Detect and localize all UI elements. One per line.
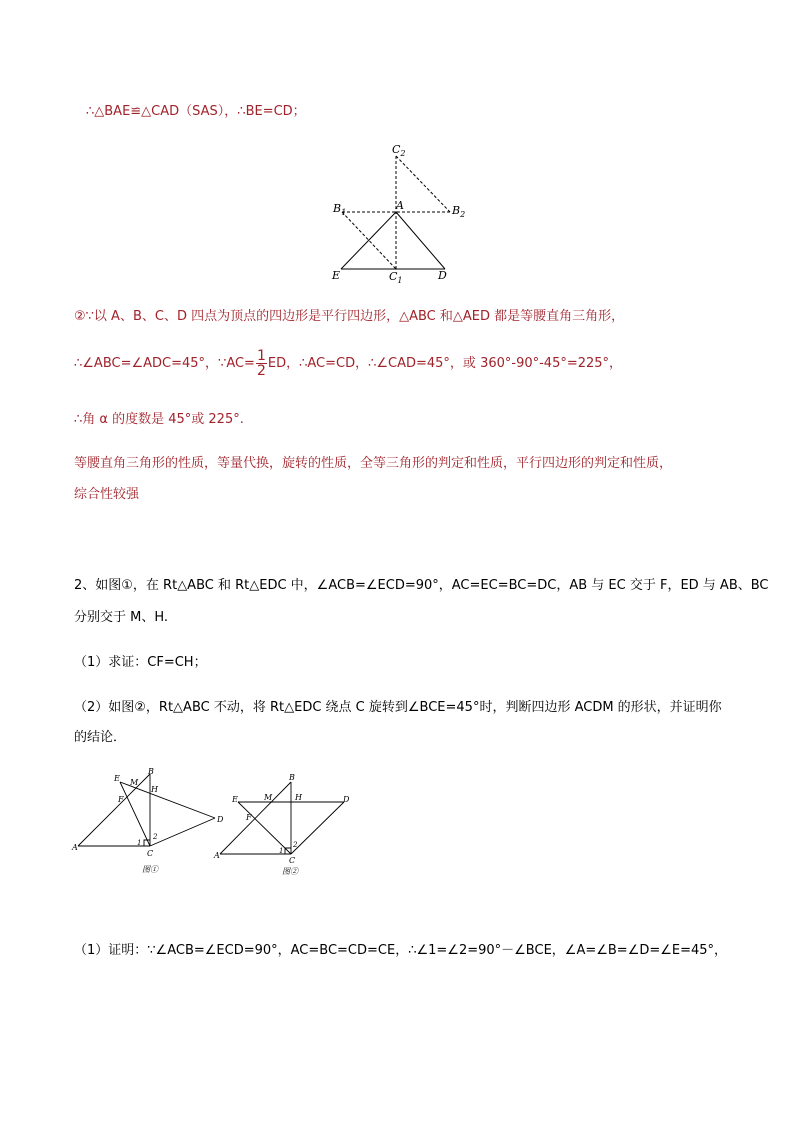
- fraction-numerator: 1: [256, 348, 266, 364]
- fig1-label-c: C: [147, 849, 154, 858]
- problem2-stem-line-2: 分别交于 M、H.: [74, 610, 169, 625]
- fig2-label-f: F: [246, 813, 252, 822]
- problem2-stem-line-1: 2、如图①，在 Rt△ABC 和 Rt△EDC 中，∠ACB=∠ECD=90°，AC=EC=BC=DC，AB 与 EC 交于 F，ED 与 AB、BC: [74, 578, 769, 593]
- label-c1: $C_1$: [389, 270, 403, 285]
- label-b2: $B_2$: [452, 204, 466, 219]
- fig2-label-a: A: [214, 851, 220, 860]
- figure-2-diagram: [212, 770, 362, 882]
- segment-c2-b2: [396, 156, 450, 212]
- summary-line-2: 综合性较强: [74, 487, 140, 502]
- fig2-label-2: 2: [293, 841, 298, 849]
- parallelogram-line: ②∵以 A、B、C、D 四点为顶点的四边形是平行四边形，△ABC 和△AED 都是等腰直角三角形，: [74, 309, 625, 324]
- segment-cd: [291, 802, 344, 854]
- fig2-label-e: E: [232, 795, 238, 804]
- fig1-label-m: M: [130, 778, 139, 787]
- label-b1: $B_1$: [333, 202, 347, 217]
- segment-ab: [78, 774, 150, 846]
- segment-ad: [396, 212, 445, 269]
- figure-rotation-diagram: [326, 138, 476, 286]
- summary-line-1: 等腰直角三角形的性质，等量代换，旋转的性质，全等三角形的判定和性质，平行四边形的判定和性质，: [74, 456, 673, 471]
- fig1-label-e: E: [114, 774, 120, 783]
- proof-line-1: （1）证明：∵∠ACB=∠ECD=90°，AC=BC=CD=CE，∴∠1=∠2=90°－∠BCE，∠A=∠B=∠D=∠E=45°，: [74, 943, 728, 958]
- fig1-label-b: B: [148, 767, 154, 776]
- fig2-label-b: B: [289, 773, 295, 782]
- congruence-line: ∴△BAE≌△CAD（SAS），∴BE=CD；: [86, 104, 306, 119]
- fig2-label-h: H: [295, 793, 302, 802]
- fraction-one-half: [256, 349, 267, 378]
- label-d: D: [438, 269, 447, 282]
- label-c2: $C_2$: [392, 143, 406, 158]
- fig1-label-h: H: [151, 785, 158, 794]
- angles-line: [74, 349, 622, 378]
- problem2-question-2-line-2: 的结论．: [74, 730, 127, 745]
- fig1-label-a: A: [72, 843, 78, 852]
- segment-cd: [150, 818, 215, 846]
- fig1-label-1: 1: [137, 839, 142, 847]
- fig2-label-m: M: [264, 793, 273, 802]
- fig2-label-c: C: [289, 856, 296, 865]
- fig1-label-2: 2: [153, 833, 158, 841]
- angles-line-part-a: ∴∠ABC=∠ADC=45°，∵AC=: [74, 356, 255, 371]
- problem2-question-2-line-1: （2）如图②，Rt△ABC 不动，将 Rt△EDC 绕点 C 旋转到∠BCE=45°时，判断四边形 ACDM 的形状，并证明你: [74, 700, 722, 715]
- fraction-denominator: 2: [256, 363, 266, 379]
- figure-1-diagram: [70, 766, 230, 878]
- angles-line-part-b: ED，∴AC=CD，∴∠CAD=45°，或 360°-90°-45°=225°，: [267, 356, 623, 371]
- conclusion-line: ∴角 α 的度数是 45°或 225°.: [74, 412, 244, 427]
- fig2-label-d: D: [343, 795, 350, 804]
- label-a: A: [396, 199, 404, 212]
- fig1-label-d: D: [217, 815, 224, 824]
- fig1-caption: 图①: [142, 865, 158, 874]
- label-e: E: [332, 269, 341, 282]
- fig2-label-1: 1: [279, 847, 284, 855]
- fig1-label-f: F: [118, 795, 124, 804]
- problem2-question-1: （1）求证：CF=CH；: [74, 655, 207, 670]
- fig2-caption: 图②: [282, 867, 298, 876]
